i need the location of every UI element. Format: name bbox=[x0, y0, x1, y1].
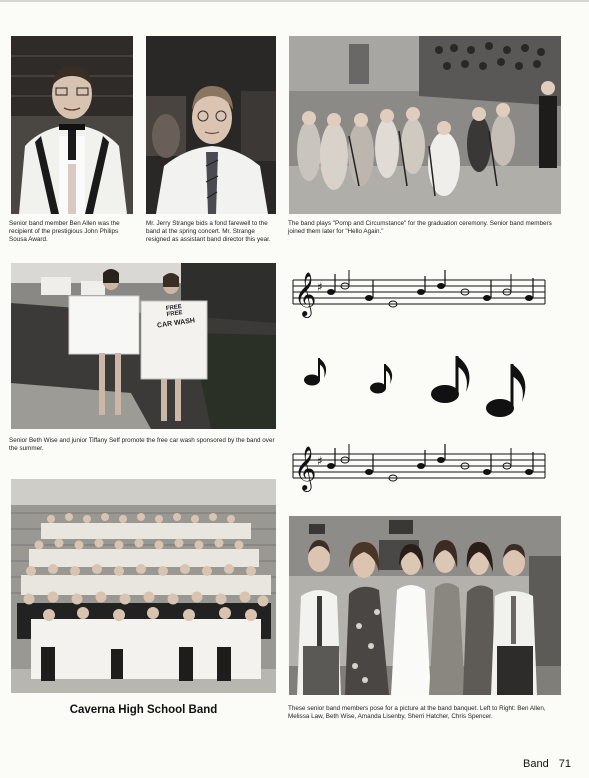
page-folio bbox=[523, 758, 571, 770]
eighth-note-icon-1 bbox=[304, 358, 326, 386]
caption-banquet: These senior band members pose for a picture at the band banquet. Left to Right: Ben Allen, Melissa Law, Beth Wise, Amanda Lisenby, Sherri Hatcher, Chris Spencer. bbox=[288, 705, 546, 721]
page-number: 71 bbox=[558, 758, 571, 770]
eighth-note-icon-3 bbox=[431, 356, 469, 403]
eighth-note-icon-2 bbox=[370, 364, 392, 394]
photo-banquet-seniors bbox=[289, 516, 561, 695]
sign-free-1: FREE bbox=[165, 303, 183, 313]
music-staff-bottom bbox=[289, 444, 549, 494]
photo-car-wash bbox=[11, 263, 276, 429]
photo-graduation-band bbox=[289, 36, 561, 214]
caption-ben-allen: Senior band member Ben Allen was the recipient of the prestigious John Philips Sousa Award. bbox=[9, 220, 120, 244]
sharp-icon: ♯ bbox=[317, 280, 323, 294]
section-label: Band bbox=[523, 758, 549, 770]
caption-car-wash: Senior Beth Wise and junior Tiffany Self promote the free car wash sponsored by the band over the summer. bbox=[9, 437, 275, 453]
photo-jerry-strange bbox=[146, 36, 276, 214]
sign-free-2: FREE bbox=[166, 309, 184, 319]
music-staff-top bbox=[289, 270, 549, 320]
photo-ben-allen bbox=[11, 36, 133, 214]
caption-jerry-strange: Mr. Jerry Strange bids a fond farewell to the band at the spring concert. Mr. Strange resigned as assistant band director this year. bbox=[146, 220, 271, 244]
sign-car-wash: CAR WASH bbox=[156, 317, 196, 330]
eighth-note-icon-4 bbox=[486, 364, 525, 417]
music-notes-decoration bbox=[300, 350, 540, 422]
section-title: Caverna High School Band bbox=[69, 704, 218, 716]
caption-graduation: The band plays "Pomp and Circumstance" for the graduation ceremony. Senior band members joined them later for "Hello Again." bbox=[288, 220, 552, 236]
treble-clef-icon: 𝄞 bbox=[294, 272, 317, 316]
page-top-rule bbox=[0, 0, 589, 2]
treble-clef-icon: 𝄞 bbox=[294, 446, 317, 490]
sharp-icon: ♯ bbox=[317, 454, 323, 468]
photo-band-group bbox=[11, 479, 276, 693]
